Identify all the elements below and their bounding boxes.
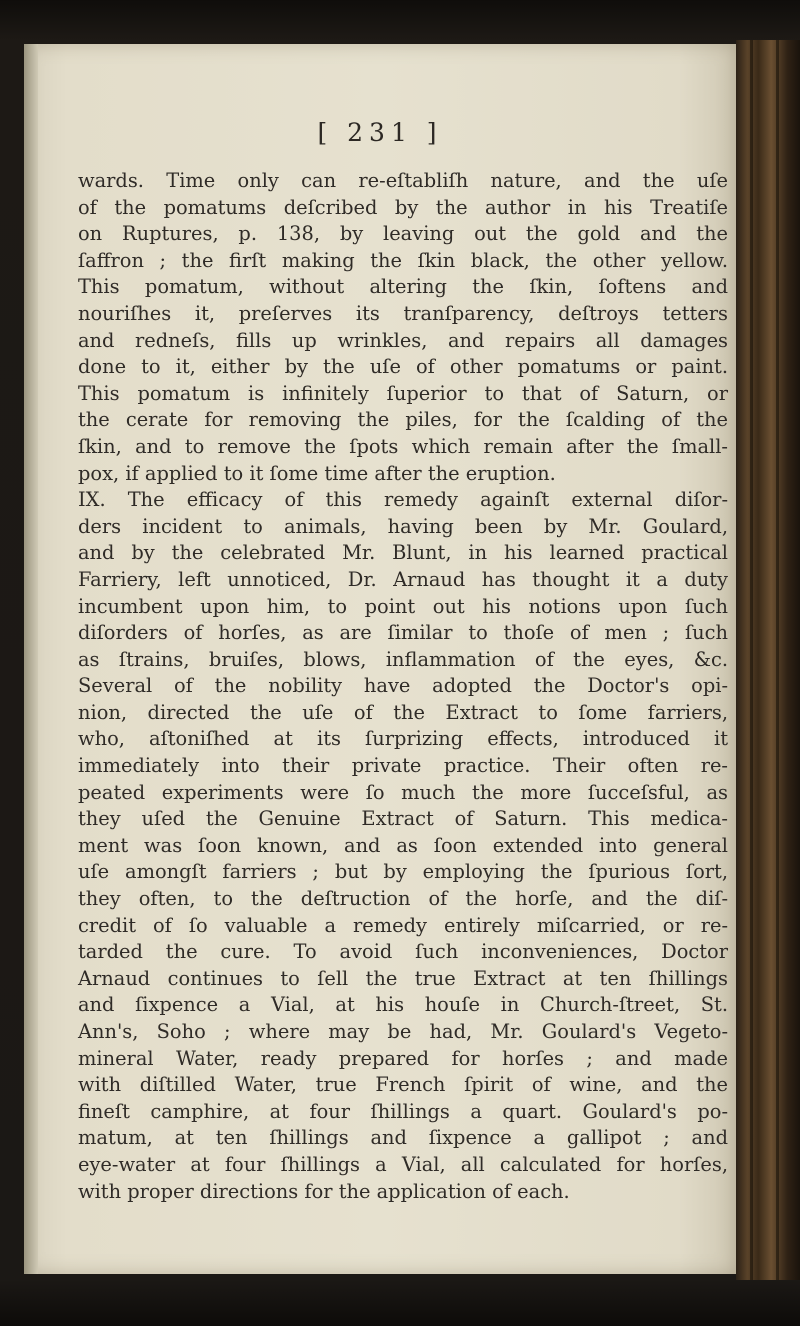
text-line: diſorders of horſes, as are ſimilar to thoſe of men ; ſuch <box>78 621 728 645</box>
text-line: fineſt camphire, at four ſhillings a quart. Goulard's po- <box>78 1099 728 1123</box>
book-spine <box>736 40 800 1280</box>
spine-ridge <box>776 40 779 1280</box>
text-line: nion, directed the uſe of the Extract to ſome farriers, <box>78 700 728 724</box>
text-line: peated experiments were ſo much the more ſucceſsful, as <box>78 780 728 804</box>
page-edge-shadow <box>24 44 38 1274</box>
text-line: as ſtrains, bruiſes, blows, inflammation of the eyes, &c. <box>78 647 728 671</box>
text-line: with diſtilled Water, true French ſpirit of wine, and the <box>78 1073 728 1097</box>
text-line: with proper directions for the application of each. <box>78 1179 570 1203</box>
text-line: nouriſhes it, preſerves its tranſparency, deſtroys tetters <box>78 301 728 325</box>
text-line: Several of the nobility have adopted the Doctor's opi- <box>78 674 728 698</box>
text-line: wards. Time only can re-eſtabliſh nature, and the uſe <box>78 169 728 192</box>
text-line: who, aſtoniſhed at its ſurprizing effects, introduced it <box>78 727 728 751</box>
text-line: This pomatum, without altering the ſkin, ſoftens and <box>78 275 728 299</box>
text-line: credit of ſo valuable a remedy entirely miſcarried, or re- <box>78 913 728 937</box>
text-line: of the pomatums deſcribed by the author in his Treatiſe <box>78 195 728 219</box>
text-line: tarded the cure. To avoid ſuch inconveniences, Doctor <box>78 940 728 964</box>
text-line: Arnaud continues to ſell the true Extract at ten ſhillings <box>78 966 728 990</box>
body-text <box>78 168 728 1205</box>
book-page <box>24 44 736 1274</box>
text-line: Farriery, left unnoticed, Dr. Arnaud has thought it a duty <box>78 567 728 591</box>
text-line: uſe amongſt farriers ; but by employing the ſpurious ſort, <box>78 860 728 884</box>
text-line: ſaffron ; the firſt making the ſkin black, the other yellow. <box>78 248 728 272</box>
text-line: incumbent upon him, to point out his notions upon ſuch <box>78 594 728 618</box>
text-line: Ann's, Soho ; where may be had, Mr. Goulard's Vegeto- <box>78 1020 728 1043</box>
text-line: eye-water at four ſhillings a Vial, all calculated for horſes, <box>78 1152 728 1176</box>
text-line: and ſixpence a Vial, at his houſe in Church-ſtreet, St. <box>78 993 728 1017</box>
text-line: ſkin, and to remove the ſpots which remain after the ſmall- <box>78 434 728 458</box>
text-line: they often, to the deſtruction of the horſe, and the diſ- <box>78 887 728 911</box>
text-line: they uſed the Genuine Extract of Saturn. This medica- <box>78 807 728 831</box>
text-line: mineral Water, ready prepared for horſes ; and made <box>78 1046 728 1070</box>
text-line: ment was ſoon known, and as ſoon extended into general <box>78 833 728 857</box>
text-line: ders incident to animals, having been by Mr. Goulard, <box>78 514 728 538</box>
page-number-header: [ 231 ] <box>317 118 443 147</box>
text-line: the cerate for removing the piles, for the ſcalding of the <box>78 408 728 432</box>
text-line: done to it, either by the uſe of other pomatums or paint. <box>78 355 728 379</box>
spine-ridge <box>750 40 753 1280</box>
text-line: pox, if applied to it ſome time after the eruption. <box>78 461 556 485</box>
text-line: matum, at ten ſhillings and ſixpence a gallipot ; and <box>78 1126 728 1150</box>
text-line: and by the celebrated Mr. Blunt, in his learned practical <box>78 541 728 565</box>
text-line: on Ruptures, p. 138, by leaving out the gold and the <box>78 222 728 246</box>
text-line: This pomatum is infinitely ſuperior to that of Saturn, or <box>78 381 728 405</box>
text-line: immediately into their private practice. Their often re- <box>78 754 728 778</box>
text-line: and redneſs, fills up wrinkles, and repairs all damages <box>78 328 728 352</box>
text-line: IX. The efficacy of this remedy againſt external diſor- <box>78 488 728 512</box>
